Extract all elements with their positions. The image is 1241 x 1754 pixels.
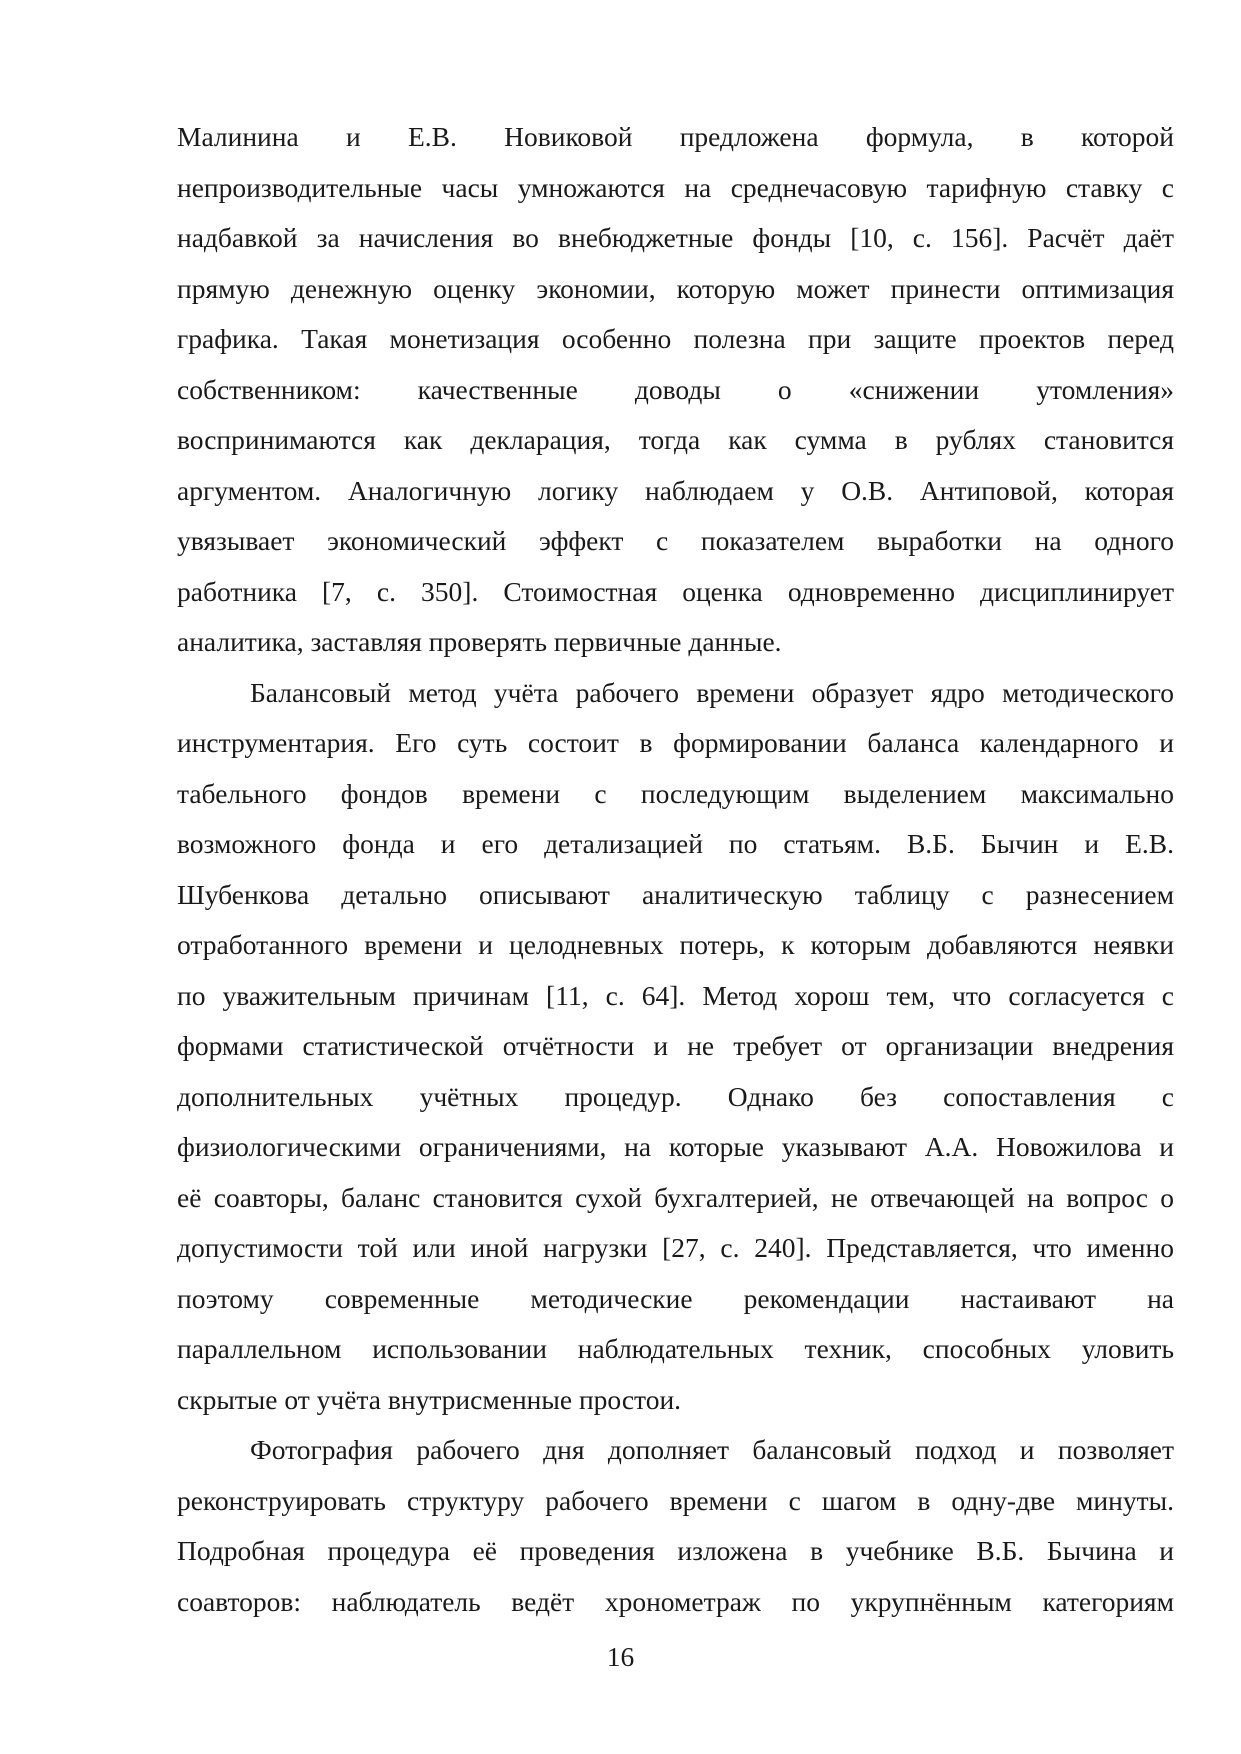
text-line: возможного фонда и его детализацией по статьям. В.Б. Бычин и Е.В. — [177, 828, 1174, 859]
text-line: Подробная процедура её проведения изложена в учебнике В.Б. Бычина и — [177, 1535, 1174, 1566]
text-line: работника [7, с. 350]. Стоимостная оценка одновременно дисциплинирует — [177, 575, 1174, 607]
text-line: табельного фондов времени с последующим выделением максимально — [177, 777, 1174, 809]
page-number: 16 — [606, 1641, 635, 1672]
text-line: графика. Такая монетизация особенно полезна при защите проектов перед — [177, 323, 1174, 354]
text-line: физиологическими ограничениями, на которые указывают А.А. Новожилова и — [177, 1131, 1174, 1162]
text-line: дополнительных учётных процедур. Однако без сопоставления с — [177, 1080, 1174, 1112]
text-line: отработанного времени и целодневных потерь, к которым добавляются неявки — [177, 929, 1174, 960]
text-line: Шубенкова детально описывают аналитическую таблицу с разнесением — [177, 878, 1174, 910]
text-line: её соавторы, баланс становится сухой бухгалтерией, не отвечающей на вопрос о — [177, 1181, 1174, 1213]
text-line: собственником: качественные доводы о «снижении утомления» — [177, 373, 1174, 405]
text-line: увязывает экономический эффект с показателем выработки на одного — [177, 525, 1174, 556]
text-line: аналитика, заставляя проверять первичные данные. — [177, 626, 782, 657]
text-line: поэтому современные методические рекомендации настаивают на — [177, 1282, 1174, 1314]
paragraph-first-line: Фотография рабочего дня дополняет балансовый подход и позволяет — [250, 1434, 1174, 1465]
text-line: воспринимаются как декларация, тогда как сумма в рублях становится — [177, 424, 1174, 455]
text-line: по уважительным причинам [11, с. 64]. Метод хорош тем, что согласуется с — [177, 979, 1174, 1011]
text-line: инструментария. Его суть состоит в формировании баланса календарного и — [177, 727, 1174, 758]
text-line: прямую денежную оценку экономии, которую может принести оптимизация — [177, 272, 1174, 304]
text-line: надбавкой за начисления во внебюджетные фонды [10, с. 156]. Расчёт даёт — [177, 222, 1174, 253]
text-line: реконструировать структуру рабочего времени с шагом в одну-две минуты. — [177, 1484, 1174, 1516]
text-line: соавторов: наблюдатель ведёт хронометраж по укрупнённым категориям — [177, 1585, 1174, 1617]
text-line: аргументом. Аналогичную логику наблюдаем у О.В. Антиповой, которая — [177, 474, 1174, 506]
text-line: непроизводительные часы умножаются на среднечасовую тарифную ставку с — [177, 171, 1174, 203]
text-line: Малинина и Е.В. Новиковой предложена формула, в которой — [177, 121, 1174, 152]
text-line: допустимости той или иной нагрузки [27, с. 240]. Представляется, что именно — [177, 1232, 1174, 1263]
body-text — [177, 112, 1174, 1627]
text-line: параллельном использовании наблюдательных техник, способных уловить — [177, 1333, 1174, 1364]
text-line: формами статистической отчётности и не требует от организации внедрения — [177, 1030, 1174, 1061]
paragraph-first-line: Балансовый метод учёта рабочего времени образует ядро методического — [250, 676, 1174, 708]
text-line: скрытые от учёта внутрисменные простои. — [177, 1383, 682, 1415]
